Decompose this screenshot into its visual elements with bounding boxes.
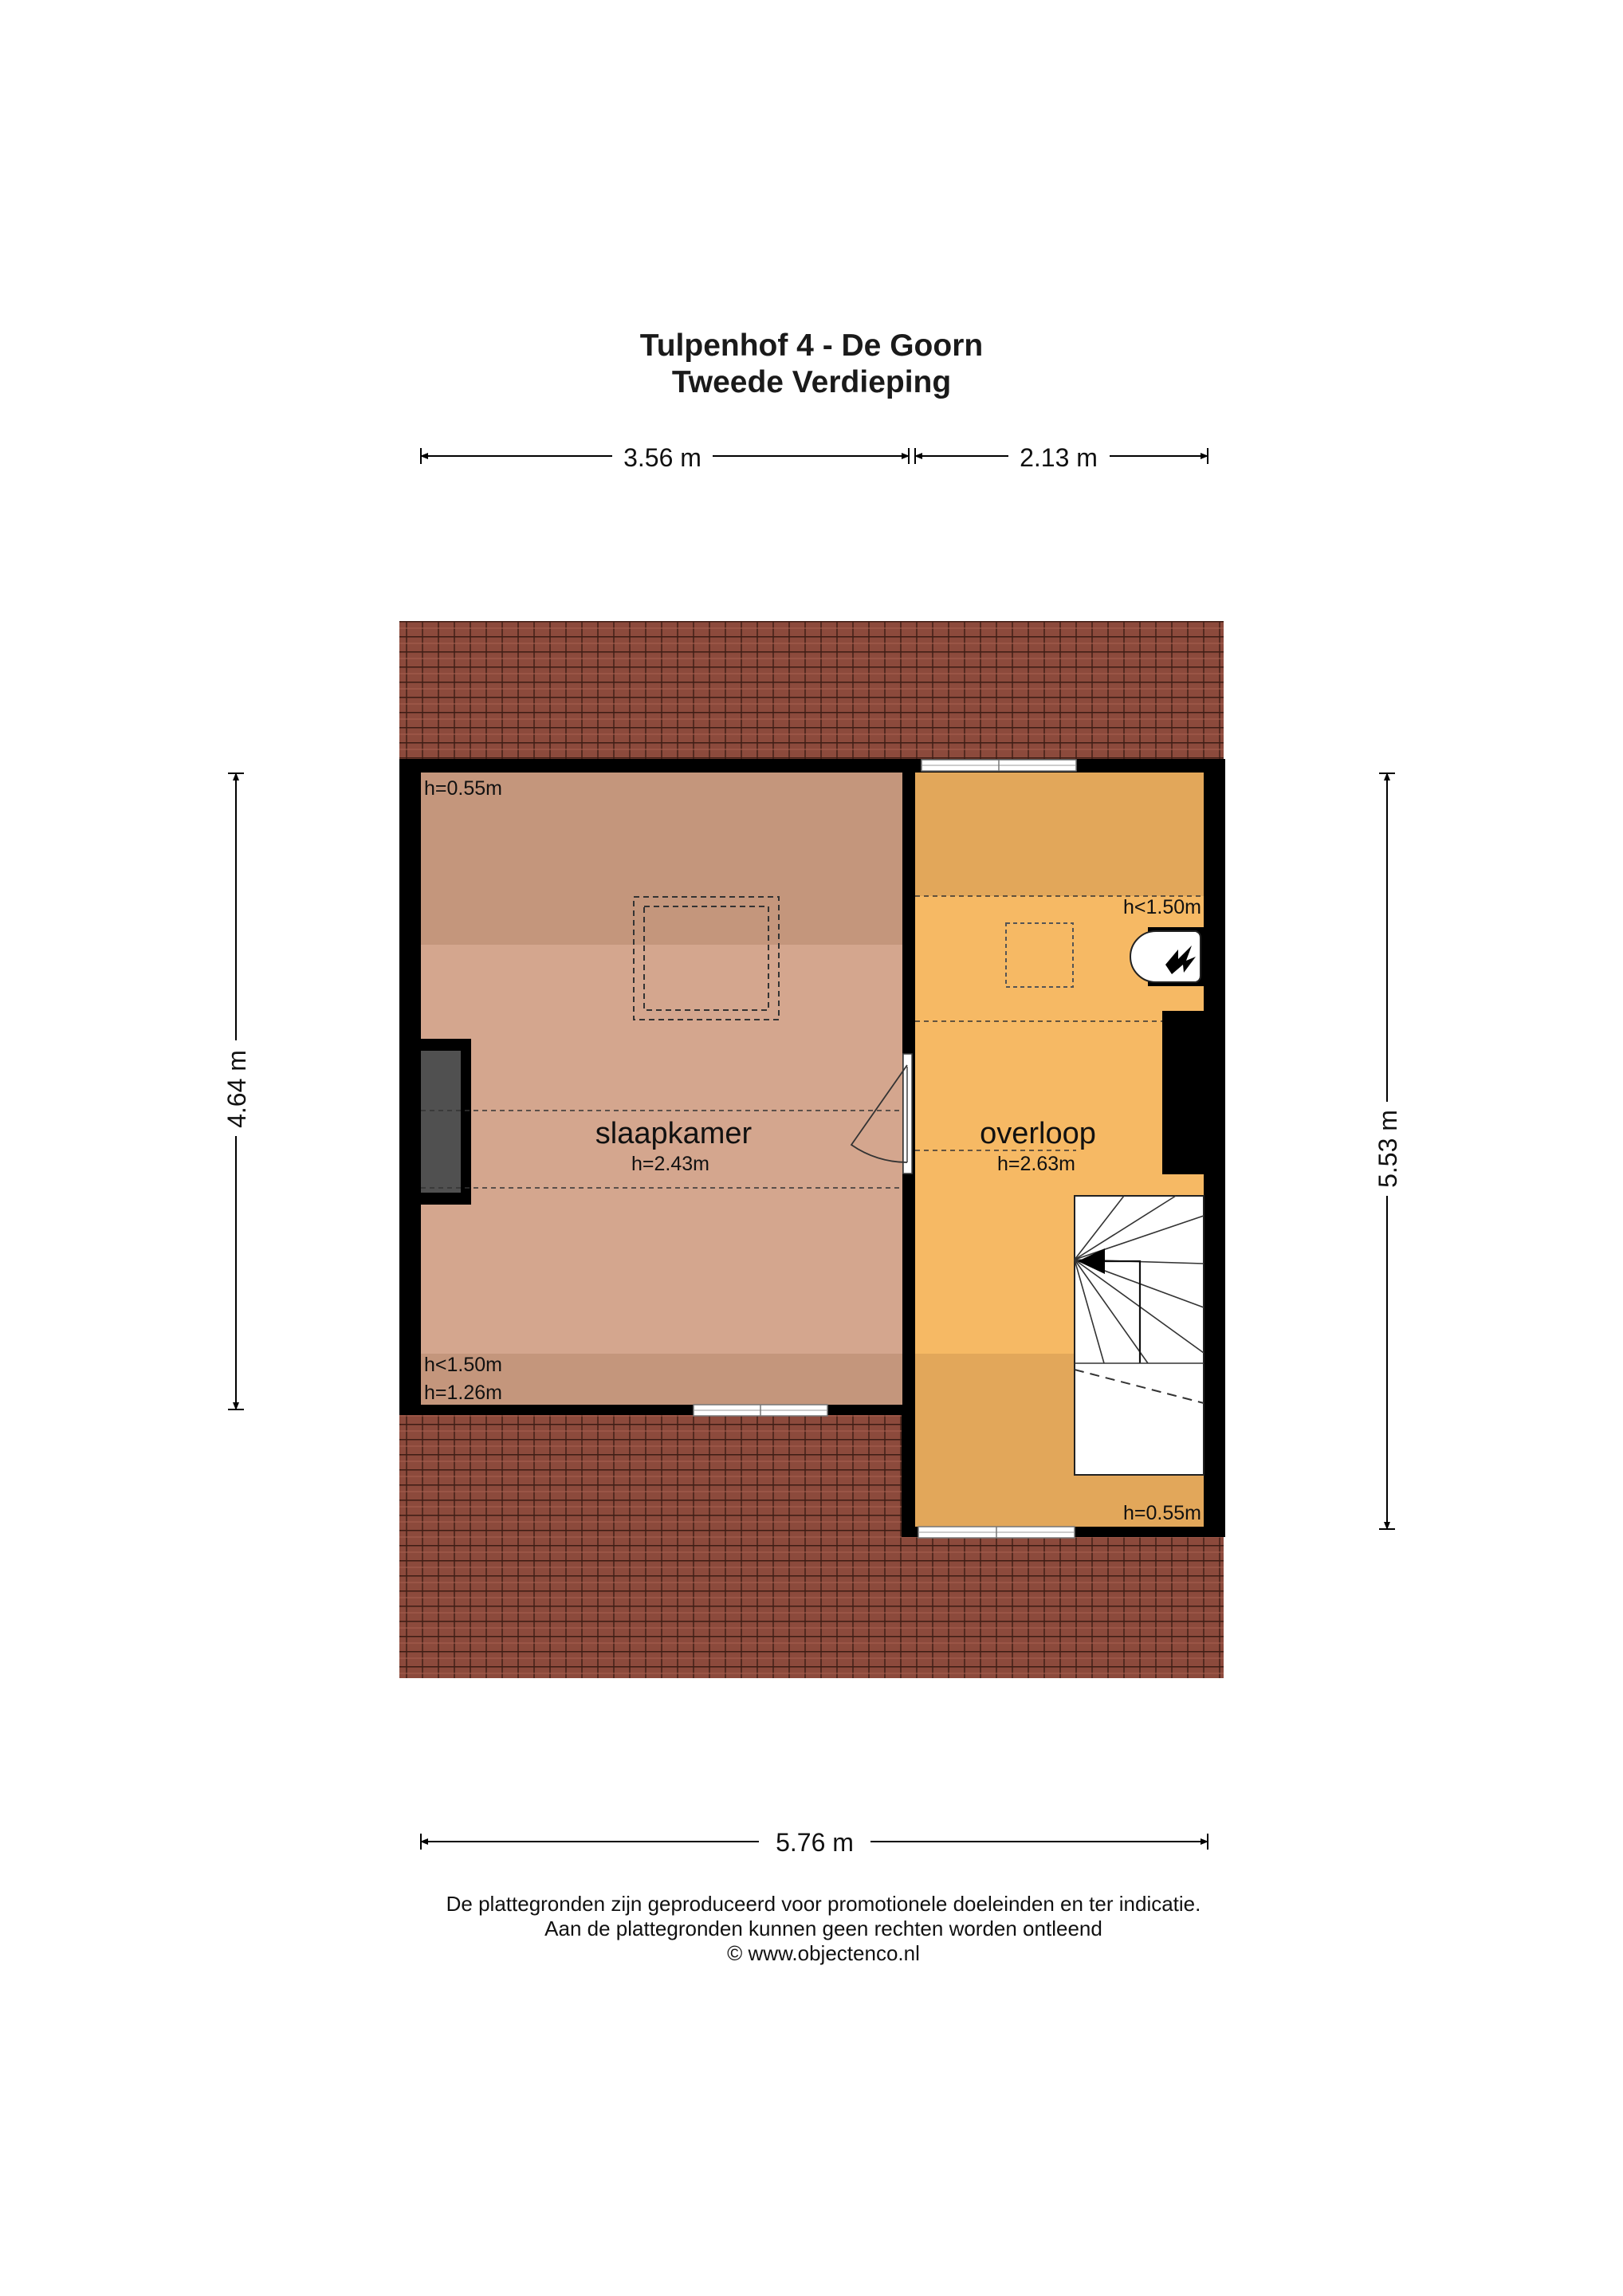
window-overloop-top <box>922 760 1076 771</box>
overloop-height-top: h<1.50m <box>1123 896 1201 918</box>
dimension-left <box>222 773 251 1409</box>
roof-top <box>399 621 1224 763</box>
room-name-overloop: overloop <box>980 1117 1096 1150</box>
dimension-left-label: 4.64 m <box>222 1050 251 1128</box>
room-height-overloop: h=2.63m <box>997 1153 1075 1175</box>
roof-bottom-left <box>399 1415 910 1678</box>
cupboard-overloop <box>1162 1011 1204 1174</box>
chimney-left-inner <box>421 1051 461 1193</box>
dimension-top-right <box>915 443 1208 472</box>
disclaimer-line-2: Aan de plattegronden kunnen geen rechten worden ontleend <box>544 1917 1102 1940</box>
disclaimer-line-1: De plattegronden zijn geproduceerd voor promotionele doeleinden en ter indicatie. <box>446 1892 1201 1916</box>
overloop-height-bottom: h=0.55m <box>1123 1502 1201 1524</box>
dimension-top-left <box>421 443 909 472</box>
dimension-right-label: 5.53 m <box>1373 1110 1402 1188</box>
roof-bottom-right <box>910 1537 1224 1678</box>
slaapkamer-height-top: h=0.55m <box>424 777 502 800</box>
room-height-slaapkamer: h=2.43m <box>631 1153 709 1175</box>
dimension-bottom <box>421 1828 1208 1857</box>
staircase <box>1075 1196 1204 1475</box>
copyright: © www.objectenco.nl <box>727 1941 920 1965</box>
dimension-top-right-label: 2.13 m <box>1020 443 1098 472</box>
window-slaapkamer-bottom <box>694 1405 827 1416</box>
dimension-bottom-label: 5.76 m <box>776 1828 854 1857</box>
boiler <box>1130 927 1204 986</box>
plan-title: Tulpenhof 4 - De Goorn <box>639 328 984 363</box>
dimension-right <box>1373 773 1402 1529</box>
dimension-top-left-label: 3.56 m <box>623 443 701 472</box>
room-name-slaapkamer: slaapkamer <box>595 1117 753 1150</box>
floor-name: Tweede Verdieping <box>671 365 952 399</box>
slaapkamer-height-low: h<1.50m <box>424 1354 502 1376</box>
overloop-low-zone-top <box>915 773 1204 896</box>
window-overloop-bottom <box>918 1527 1075 1538</box>
slaapkamer-height-bottom: h=1.26m <box>424 1382 502 1404</box>
